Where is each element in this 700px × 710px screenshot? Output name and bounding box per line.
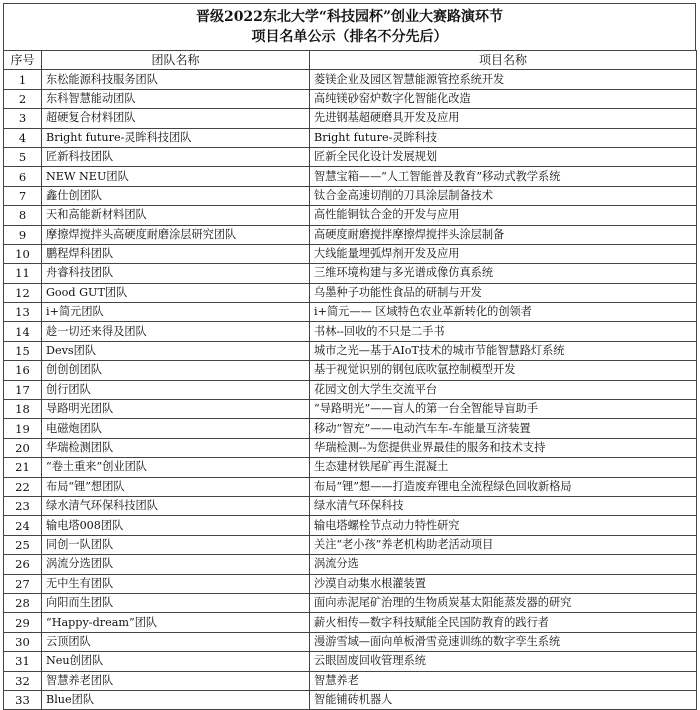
team-name-cell: 导路明光团队 xyxy=(42,400,310,419)
table-row xyxy=(4,496,697,515)
table-row xyxy=(4,70,697,89)
team-name-cell: 涡流分选团队 xyxy=(42,555,310,574)
table-row xyxy=(4,477,697,496)
row-number: 7 xyxy=(4,186,42,205)
team-name-cell: 同创一队团队 xyxy=(42,535,310,554)
table-row xyxy=(4,652,697,671)
table-row xyxy=(4,341,697,360)
team-name-cell: 趁一切还来得及团队 xyxy=(42,322,310,341)
table-row xyxy=(4,690,697,709)
row-number: 11 xyxy=(4,264,42,283)
row-number: 4 xyxy=(4,128,42,147)
team-name-cell: 华瑞检测团队 xyxy=(42,438,310,457)
row-number: 23 xyxy=(4,496,42,515)
team-name-cell: 天和高能新材料团队 xyxy=(42,206,310,225)
table-row xyxy=(4,458,697,477)
project-name-cell: 钛合金高速切削的刀具涂层制备技术 xyxy=(310,186,697,205)
table-row xyxy=(4,380,697,399)
team-name-cell: 电磁炮团队 xyxy=(42,419,310,438)
row-number: 28 xyxy=(4,593,42,612)
row-number: 12 xyxy=(4,283,42,302)
table-row xyxy=(4,244,697,263)
table-row xyxy=(4,322,697,341)
row-number: 16 xyxy=(4,361,42,380)
row-number: 2 xyxy=(4,89,42,108)
table-row xyxy=(4,206,697,225)
project-name-cell: 高性能铜钛合金的开发与应用 xyxy=(310,206,697,225)
project-name-cell: 高纯镁砂窑炉数字化智能化改造 xyxy=(310,89,697,108)
project-list-table xyxy=(3,50,697,710)
table-row xyxy=(4,225,697,244)
team-name-cell: Devs团队 xyxy=(42,341,310,360)
table-header-row xyxy=(4,51,697,70)
table-row xyxy=(4,264,697,283)
project-name-cell: 城市之光—基于AIoT技术的城市节能智慧路灯系统 xyxy=(310,341,697,360)
project-name-cell: 沙漠自动集水根灌装置 xyxy=(310,574,697,593)
team-name-cell: 匠新科技团队 xyxy=(42,147,310,166)
row-number: 10 xyxy=(4,244,42,263)
project-name-cell: 三维环境构建与多光谱成像仿真系统 xyxy=(310,264,697,283)
project-name-cell: 关注“老小孩”养老机构助老活动项目 xyxy=(310,535,697,554)
row-number: 5 xyxy=(4,147,42,166)
row-number: 22 xyxy=(4,477,42,496)
team-name-cell: NEW NEU团队 xyxy=(42,167,310,186)
project-name-cell: 大线能量埋弧焊剂开发及应用 xyxy=(310,244,697,263)
team-name-cell: 创行团队 xyxy=(42,380,310,399)
table-body xyxy=(4,70,697,710)
team-name-cell: 向阳而生团队 xyxy=(42,593,310,612)
table-row xyxy=(4,613,697,632)
project-name-cell: 华瑞检测--为您提供业界最佳的服务和技术支持 xyxy=(310,438,697,457)
header-number: 序号 xyxy=(4,51,42,70)
project-name-cell: 输电塔螺栓节点动力特性研究 xyxy=(310,516,697,535)
title-block xyxy=(3,3,696,50)
project-name-cell: 花园文创大学生交流平台 xyxy=(310,380,697,399)
project-name-cell: 薪火相传—数字科技赋能全民国防教育的践行者 xyxy=(310,613,697,632)
table-row xyxy=(4,555,697,574)
table-row xyxy=(4,400,697,419)
project-name-cell: 云眼固废回收管理系统 xyxy=(310,652,697,671)
team-name-cell: Good GUT团队 xyxy=(42,283,310,302)
header-project-name: 项目名称 xyxy=(310,51,697,70)
table-row xyxy=(4,361,697,380)
project-name-cell: 乌墨种子功能性食品的研制与开发 xyxy=(310,283,697,302)
project-name-cell: 智慧宝箱——“人工智能普及教育”移动式教学系统 xyxy=(310,167,697,186)
table-row xyxy=(4,671,697,690)
table-row xyxy=(4,574,697,593)
row-number: 25 xyxy=(4,535,42,554)
table-row xyxy=(4,167,697,186)
team-name-cell: 摩擦焊搅拌头高硬度耐磨涂层研究团队 xyxy=(42,225,310,244)
team-name-cell: “Happy-dream”团队 xyxy=(42,613,310,632)
project-name-cell: 布局“锂”想——打造废弃锂电全流程绿色回收新格局 xyxy=(310,477,697,496)
document-title: 晋级2022东北大学“科技园杯”创业大赛路演环节 xyxy=(195,9,504,25)
project-name-cell: Bright future-灵眸科技 xyxy=(310,128,697,147)
document-subtitle: 项目名单公示（排名不分先后） xyxy=(251,29,448,45)
team-name-cell: Bright future-灵眸科技团队 xyxy=(42,128,310,147)
row-number: 33 xyxy=(4,690,42,709)
team-name-cell: 超硬复合材料团队 xyxy=(42,109,310,128)
project-name-cell: 移动“智充”——电动汽车车-车能量互济装置 xyxy=(310,419,697,438)
team-name-cell: 鹏程焊科团队 xyxy=(42,244,310,263)
project-name-cell: 菱镁企业及园区智慧能源管控系统开发 xyxy=(310,70,697,89)
project-name-cell: i+简元—— 区域特色农业革新转化的创领者 xyxy=(310,303,697,322)
table-row xyxy=(4,593,697,612)
row-number: 15 xyxy=(4,341,42,360)
row-number: 24 xyxy=(4,516,42,535)
row-number: 21 xyxy=(4,458,42,477)
project-name-cell: 高硬度耐磨搅拌摩擦焊搅拌头涂层制备 xyxy=(310,225,697,244)
team-name-cell: 东科智慧能动团队 xyxy=(42,89,310,108)
table-row xyxy=(4,535,697,554)
team-name-cell: Neu创团队 xyxy=(42,652,310,671)
row-number: 14 xyxy=(4,322,42,341)
row-number: 32 xyxy=(4,671,42,690)
team-name-cell: 输电塔008团队 xyxy=(42,516,310,535)
team-name-cell: i+简元团队 xyxy=(42,303,310,322)
row-number: 18 xyxy=(4,400,42,419)
team-name-cell: “卷土重来”创业团队 xyxy=(42,458,310,477)
row-number: 20 xyxy=(4,438,42,457)
row-number: 30 xyxy=(4,632,42,651)
row-number: 3 xyxy=(4,109,42,128)
team-name-cell: 云顶团队 xyxy=(42,632,310,651)
table-row xyxy=(4,632,697,651)
project-name-cell: 书林--回收的不只是二手书 xyxy=(310,322,697,341)
team-name-cell: 鑫仕创团队 xyxy=(42,186,310,205)
row-number: 26 xyxy=(4,555,42,574)
row-number: 19 xyxy=(4,419,42,438)
project-name-cell: 匠新全民化设计发展规划 xyxy=(310,147,697,166)
team-name-cell: Blue团队 xyxy=(42,690,310,709)
project-name-cell: 智能铺砖机器人 xyxy=(310,690,697,709)
table-row xyxy=(4,516,697,535)
row-number: 29 xyxy=(4,613,42,632)
project-name-cell: 先进钢基超硬磨具开发及应用 xyxy=(310,109,697,128)
row-number: 6 xyxy=(4,167,42,186)
row-number: 31 xyxy=(4,652,42,671)
header-team-name: 团队名称 xyxy=(42,51,310,70)
table-row xyxy=(4,438,697,457)
project-name-cell: 面向赤泥尾矿治理的生物质炭基太阳能蒸发器的研究 xyxy=(310,593,697,612)
team-name-cell: 布局“锂”想团队 xyxy=(42,477,310,496)
table-row xyxy=(4,283,697,302)
project-name-cell: 生态建材铁尾矿再生混凝土 xyxy=(310,458,697,477)
row-number: 1 xyxy=(4,70,42,89)
row-number: 13 xyxy=(4,303,42,322)
table-row xyxy=(4,147,697,166)
table-row xyxy=(4,303,697,322)
document-page xyxy=(3,3,696,710)
team-name-cell: 创创创团队 xyxy=(42,361,310,380)
project-name-cell: 涡流分选 xyxy=(310,555,697,574)
table-row xyxy=(4,89,697,108)
row-number: 17 xyxy=(4,380,42,399)
project-name-cell: 绿水清气环保科技 xyxy=(310,496,697,515)
team-name-cell: 绿水清气环保科技团队 xyxy=(42,496,310,515)
table-row xyxy=(4,419,697,438)
team-name-cell: 舟睿科技团队 xyxy=(42,264,310,283)
table-row xyxy=(4,128,697,147)
project-name-cell: “导路明光”——盲人的第一台全智能导盲助手 xyxy=(310,400,697,419)
table-row xyxy=(4,109,697,128)
project-name-cell: 漫游雪域—面向单板滑雪竞速训练的数字孪生系统 xyxy=(310,632,697,651)
project-name-cell: 智慧养老 xyxy=(310,671,697,690)
row-number: 8 xyxy=(4,206,42,225)
row-number: 9 xyxy=(4,225,42,244)
team-name-cell: 无中生有团队 xyxy=(42,574,310,593)
row-number: 27 xyxy=(4,574,42,593)
project-name-cell: 基于视觉识别的钢包底吹氩控制模型开发 xyxy=(310,361,697,380)
team-name-cell: 东松能源科技服务团队 xyxy=(42,70,310,89)
team-name-cell: 智慧养老团队 xyxy=(42,671,310,690)
table-row xyxy=(4,186,697,205)
